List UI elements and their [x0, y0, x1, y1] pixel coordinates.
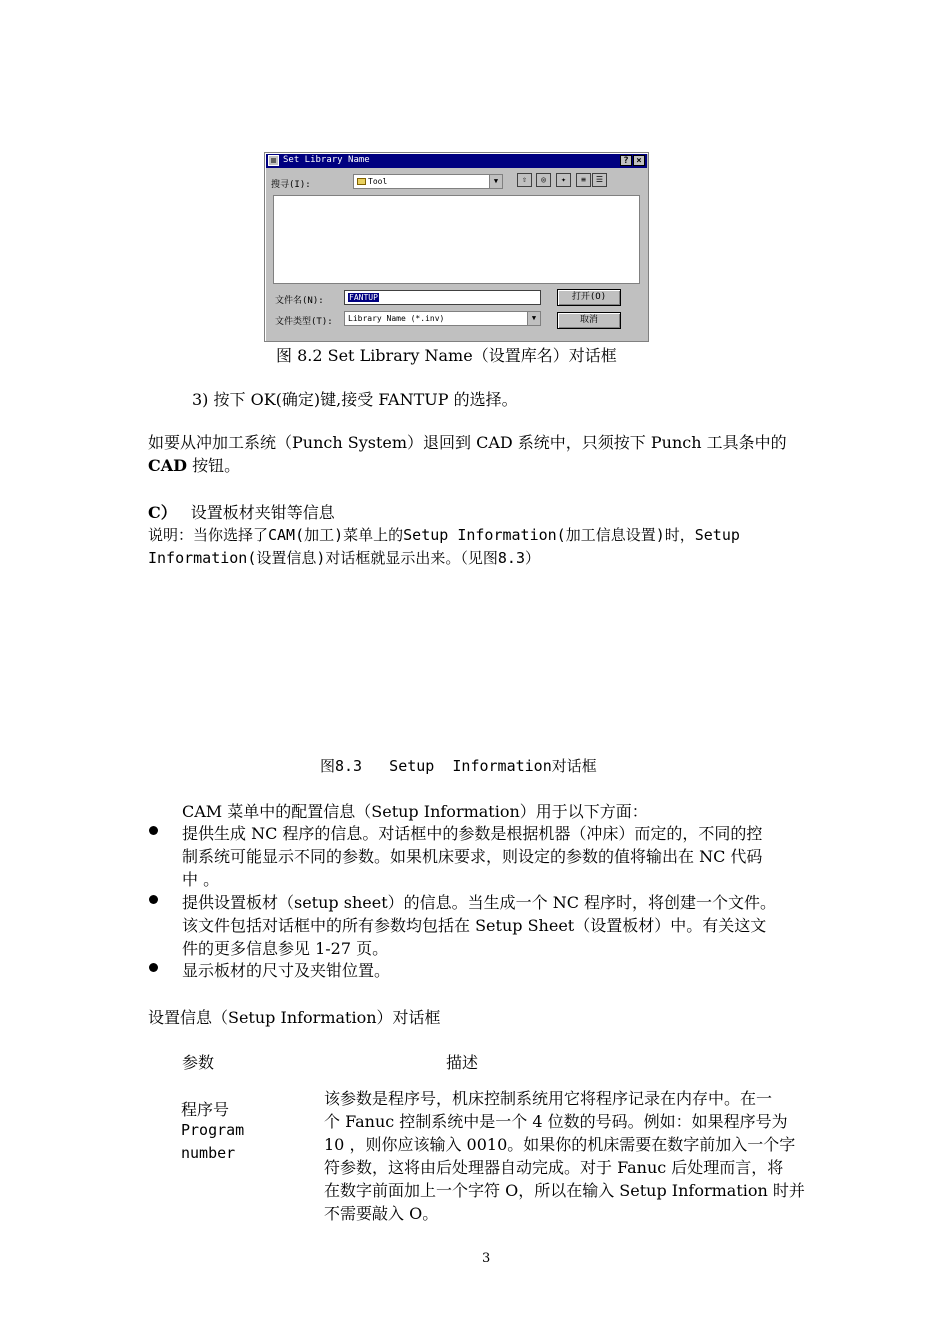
folder-icon	[357, 178, 366, 185]
filename-label: 文件名(N):	[275, 296, 324, 306]
param-name-en2: number	[181, 1144, 236, 1162]
figure-8-2-caption: 图 8.2 Set Library Name（设置库名）对话框	[276, 346, 617, 365]
chevron-down-icon[interactable]: ▼	[527, 312, 540, 325]
desc-line4: 符参数，这将由后处理器自动完成。对于 Fanuc 后处理而言，将	[324, 1158, 784, 1177]
bullet1-line1: 提供生成 NC 程序的信息。对话框中的参数是根据机器（冲床）而定的，不同的控	[182, 824, 763, 843]
step-3: 3) 按下 OK(确定)键,接受 FANTUP 的选择。	[192, 390, 518, 409]
filetype-combo[interactable]	[344, 311, 541, 326]
cad-bold: CAD	[148, 456, 188, 475]
param-name-cn: 程序号	[181, 1100, 230, 1119]
cancel-button[interactable]: 取消	[557, 312, 621, 329]
set-library-name-dialog	[264, 152, 649, 342]
section-c-label: C）	[148, 503, 177, 522]
param-name-en1: Program	[181, 1121, 245, 1139]
close-button[interactable]: ×	[633, 155, 645, 166]
bullet-icon	[149, 963, 158, 972]
bullet1-line2: 制系统可能显示不同的参数。如果机床要求，则设定的参数的值将输出在 NC 代码	[182, 847, 763, 866]
open-button[interactable]: 打开(O)	[557, 289, 621, 306]
chevron-down-icon[interactable]: ▼	[489, 175, 502, 188]
app-icon	[268, 155, 279, 166]
return-paragraph-line1: 如要从冲加工系统（Punch System）退回到 CAD 系统中，只须按下 Punch 工具条中的	[148, 433, 787, 452]
filename-input[interactable]	[344, 290, 541, 305]
bullet2-line3: 件的更多信息参见 1-27 页。	[182, 939, 389, 958]
bullet2-line2: 该文件包括对话框中的所有参数均包括在 Setup Sheet（设置板材）中。有关这文	[182, 916, 767, 935]
help-button[interactable]: ?	[620, 155, 632, 166]
dialog-titlebar	[266, 154, 647, 168]
lookin-value: Tool	[368, 177, 388, 186]
bullet3-line1: 显示板材的尺寸及夹钳位置。	[182, 961, 391, 980]
bullet-icon	[149, 826, 158, 835]
desc-line5: 在数字前面加上一个字符 O，所以在输入 Setup Information 时并	[324, 1181, 805, 1200]
figure-8-3-caption: 图8.3 Setup Information对话框	[320, 757, 597, 775]
list-view-icon[interactable]: ≡	[576, 173, 591, 187]
note-line1: 说明：当你选择了CAM(加工)菜单上的Setup Information(加工信息设置)时，Setup	[148, 526, 740, 544]
lookin-label: 搜寻(I):	[271, 180, 311, 190]
dialog-title: Set Library Name	[283, 155, 370, 165]
column-header-param: 参数	[182, 1053, 215, 1072]
desc-line1: 该参数是程序号，机床控制系统用它将程序记录在内存中。在一	[324, 1089, 773, 1108]
bullet1-line3: 中 。	[182, 870, 220, 889]
details-view-icon[interactable]: ☰	[592, 173, 607, 187]
desc-line2: 个 Fanuc 控制系统中是一个 4 位数的号码。例如：如果程序号为	[324, 1112, 788, 1131]
filetype-value: Library Name (*.inv)	[348, 314, 445, 323]
intro-line: CAM 菜单中的配置信息（Setup Information）用于以下方面：	[182, 802, 648, 821]
page-number: 3	[482, 1251, 491, 1266]
filename-value: FANTUP	[349, 293, 378, 302]
filetype-label: 文件类型(T):	[275, 317, 333, 327]
dialog-heading: 设置信息（Setup Information）对话框	[148, 1008, 441, 1027]
bullet-icon	[149, 895, 158, 904]
section-c-title: 设置板材夹钳等信息	[190, 503, 335, 522]
section-c-heading	[148, 500, 335, 523]
lookin-combo[interactable]	[353, 174, 503, 189]
bullet2-line1: 提供设置板材（setup sheet）的信息。当生成一个 NC 程序时，将创建一个文件。	[182, 893, 777, 912]
up-folder-icon[interactable]: ⇧	[517, 173, 532, 187]
desktop-icon[interactable]: ◎	[536, 173, 551, 187]
new-folder-icon[interactable]: ✦	[556, 173, 571, 187]
return-paragraph-line2	[148, 453, 240, 476]
file-list[interactable]	[273, 195, 640, 284]
note-line2: Information(设置信息)对话框就显示出来。（见图8.3）	[148, 549, 540, 567]
return-paragraph-rest: 按钮。	[187, 456, 241, 475]
desc-line6: 不需要敲入 O。	[324, 1204, 439, 1223]
desc-line3: 10 ，则你应该输入 0010。如果你的机床需要在数字前加入一个字	[324, 1135, 796, 1154]
column-header-desc: 描述	[446, 1053, 479, 1072]
